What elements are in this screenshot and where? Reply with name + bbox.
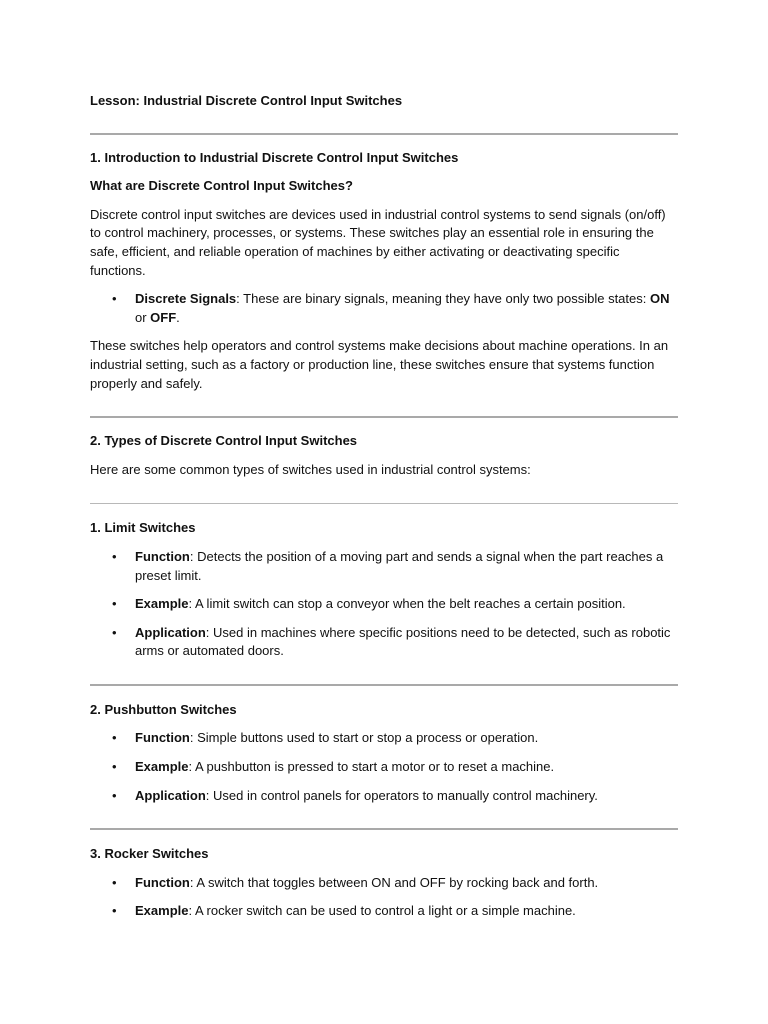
list-item	[90, 595, 678, 614]
lesson-title: Lesson: Industrial Discrete Control Input Switches	[90, 93, 403, 108]
item-term: Function	[135, 730, 190, 746]
divider	[90, 416, 678, 418]
item-text: : Detects the position of a moving part and sends a signal when the part reaches a preset limit.	[135, 548, 664, 583]
bullet-icon: •	[112, 787, 117, 803]
list-item	[90, 548, 678, 585]
section-1-subheading: What are Discrete Control Input Switches?	[90, 178, 353, 194]
item-text: : Used in control panels for operators to manually control machinery.	[205, 787, 598, 803]
bullet-text: : These are binary signals, meaning they have only two possible states:	[236, 291, 650, 307]
item-term: Function	[135, 874, 190, 890]
signals-list	[90, 290, 678, 327]
bullet-icon: •	[112, 291, 117, 307]
bullet-text: .	[176, 309, 180, 325]
item-term: Function	[135, 548, 190, 564]
item-text: : A pushbutton is pressed to start a motor or to reset a machine.	[188, 759, 555, 775]
list-item	[90, 787, 678, 806]
item-term: Application	[135, 787, 206, 803]
on-state: ON	[649, 291, 670, 307]
item-text: : Used in machines where specific positions need to be detected, such as robotic arms or automated doors.	[135, 624, 671, 659]
intro-paragraph: Discrete control input switches are devices used in industrial control systems to send signals (on/off) to control machinery, processes, or systems. These switches play an essential role in ensuring the safe, efficient, and reliable operation of machines by either activating or deactivating specific functions.	[90, 206, 666, 278]
rocker-switches-list	[90, 874, 678, 921]
pushbutton-switches-heading: 2. Pushbutton Switches	[90, 701, 237, 717]
list-item	[90, 874, 678, 893]
item-term: Application	[135, 624, 206, 640]
bullet-term: Discrete Signals	[135, 291, 237, 307]
item-term: Example	[135, 759, 189, 775]
divider	[90, 684, 678, 686]
bullet-icon: •	[112, 596, 117, 612]
off-state: OFF	[150, 309, 177, 325]
item-term: Example	[135, 596, 189, 612]
divider	[90, 503, 678, 504]
section-2-heading: 2. Types of Discrete Control Input Switches	[90, 433, 358, 449]
bullet-icon: •	[112, 730, 117, 746]
bullet-icon: •	[112, 548, 117, 564]
item-text: : A rocker switch can be used to control a light or a simple machine.	[188, 903, 576, 919]
document-page	[90, 92, 678, 921]
limit-switches-list	[90, 548, 678, 661]
list-item	[90, 729, 678, 748]
item-term: Example	[135, 903, 189, 919]
list-item	[90, 902, 678, 921]
limit-switches-heading: 1. Limit Switches	[90, 520, 196, 536]
pushbutton-switches-list	[90, 729, 678, 805]
list-item	[90, 290, 678, 327]
operators-paragraph: These switches help operators and control systems make decisions about machine operations. In an industrial setting, such as a factory or production line, these switches ensure that systems function properly and safely.	[90, 338, 669, 391]
divider	[90, 133, 678, 135]
item-text: : A switch that toggles between ON and OFF by rocking back and forth.	[189, 874, 599, 890]
list-item	[90, 758, 678, 777]
divider	[90, 828, 678, 830]
bullet-icon: •	[112, 759, 117, 775]
list-item	[90, 624, 678, 661]
bullet-text: or	[135, 309, 151, 325]
types-intro: Here are some common types of switches used in industrial control systems:	[90, 461, 531, 477]
item-text: : A limit switch can stop a conveyor when the belt reaches a certain position.	[188, 596, 626, 612]
rocker-switches-heading: 3. Rocker Switches	[90, 846, 209, 862]
bullet-icon: •	[112, 874, 117, 890]
bullet-icon: •	[112, 624, 117, 640]
section-1-heading: 1. Introduction to Industrial Discrete Control Input Switches	[90, 149, 459, 165]
bullet-icon: •	[112, 903, 117, 919]
item-text: : Simple buttons used to start or stop a process or operation.	[189, 730, 539, 746]
